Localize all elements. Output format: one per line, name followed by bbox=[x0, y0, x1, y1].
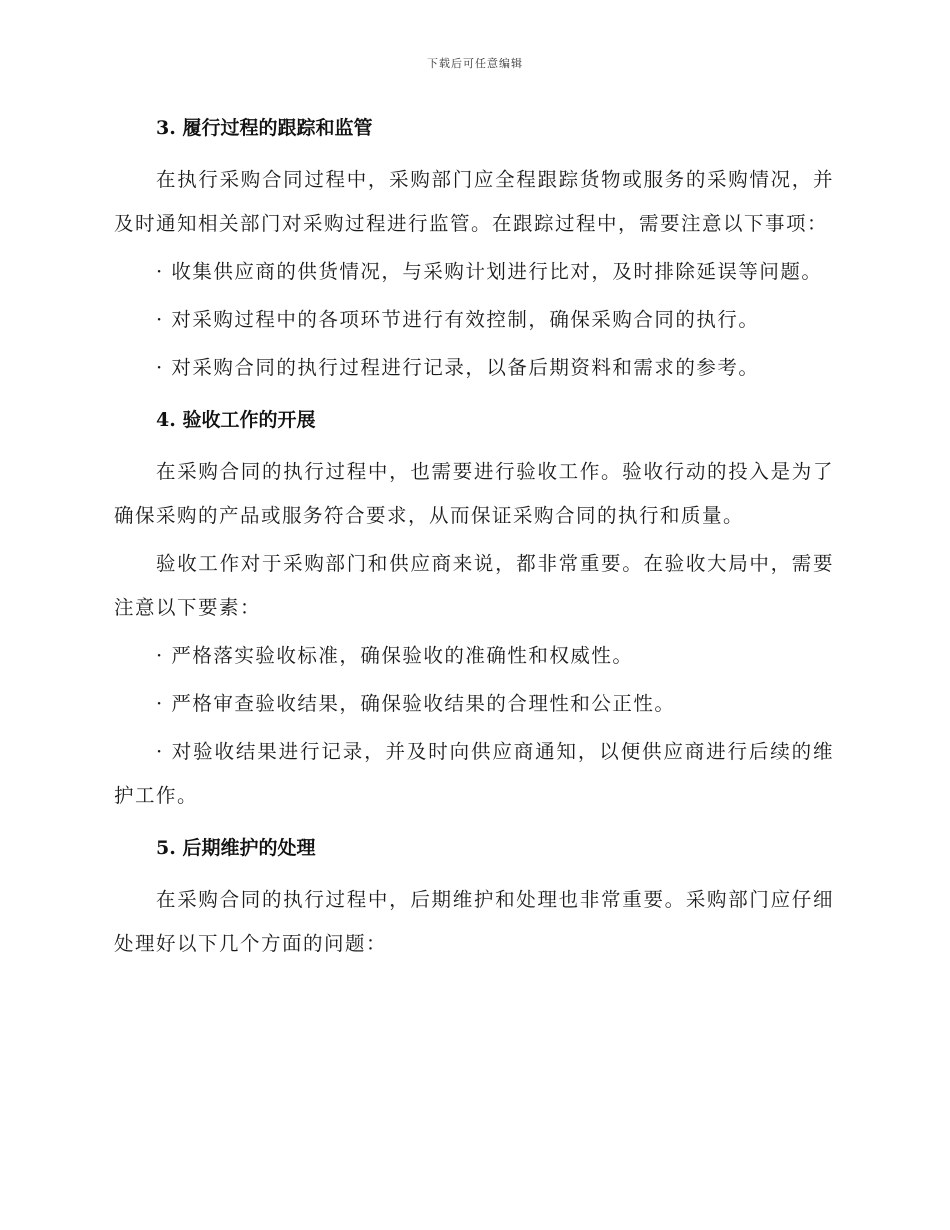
bullet-item: · 对验收结果进行记录，并及时向供应商通知，以便供应商进行后续的维护工作。 bbox=[114, 740, 834, 807]
section-heading-5: 5. 后期维护的处理 bbox=[156, 837, 316, 859]
section-heading-4: 4. 验收工作的开展 bbox=[156, 409, 316, 431]
section-heading-3: 3. 履行过程的跟踪和监管 bbox=[156, 117, 373, 139]
document-body bbox=[114, 113, 834, 966]
bullet-item: · 对采购过程中的各项环节进行有效控制，确保采购合同的执行。 bbox=[156, 308, 760, 331]
paragraph: 验收工作对于采购部门和供应商来说，都非常重要。在验收大局中，需要注意以下要素： bbox=[114, 552, 834, 619]
paragraph: 在采购合同的执行过程中，也需要进行验收工作。验收行动的投入是为了确保采购的产品或服务符合要求，从而保证采购合同的执行和质量。 bbox=[114, 460, 834, 527]
bullet-item: · 收集供应商的供货情况，与采购计划进行比对，及时排除延误等问题。 bbox=[156, 260, 823, 283]
bullet-item: · 严格审查验收结果，确保验收结果的合理性和公正性。 bbox=[156, 692, 676, 715]
paragraph: 在采购合同的执行过程中，后期维护和处理也非常重要。采购部门应仔细处理好以下几个方面的问题： bbox=[114, 888, 834, 955]
paragraph: 在执行采购合同过程中，采购部门应全程跟踪货物或服务的采购情况，并及时通知相关部门对采购过程进行监管。在跟踪过程中，需要注意以下事项： bbox=[114, 168, 834, 235]
bullet-item: · 严格落实验收标准，确保验收的准确性和权威性。 bbox=[156, 644, 634, 667]
page-header: 下载后可任意编辑 bbox=[427, 57, 523, 70]
bullet-item: · 对采购合同的执行过程进行记录，以备后期资料和需求的参考。 bbox=[156, 356, 760, 379]
